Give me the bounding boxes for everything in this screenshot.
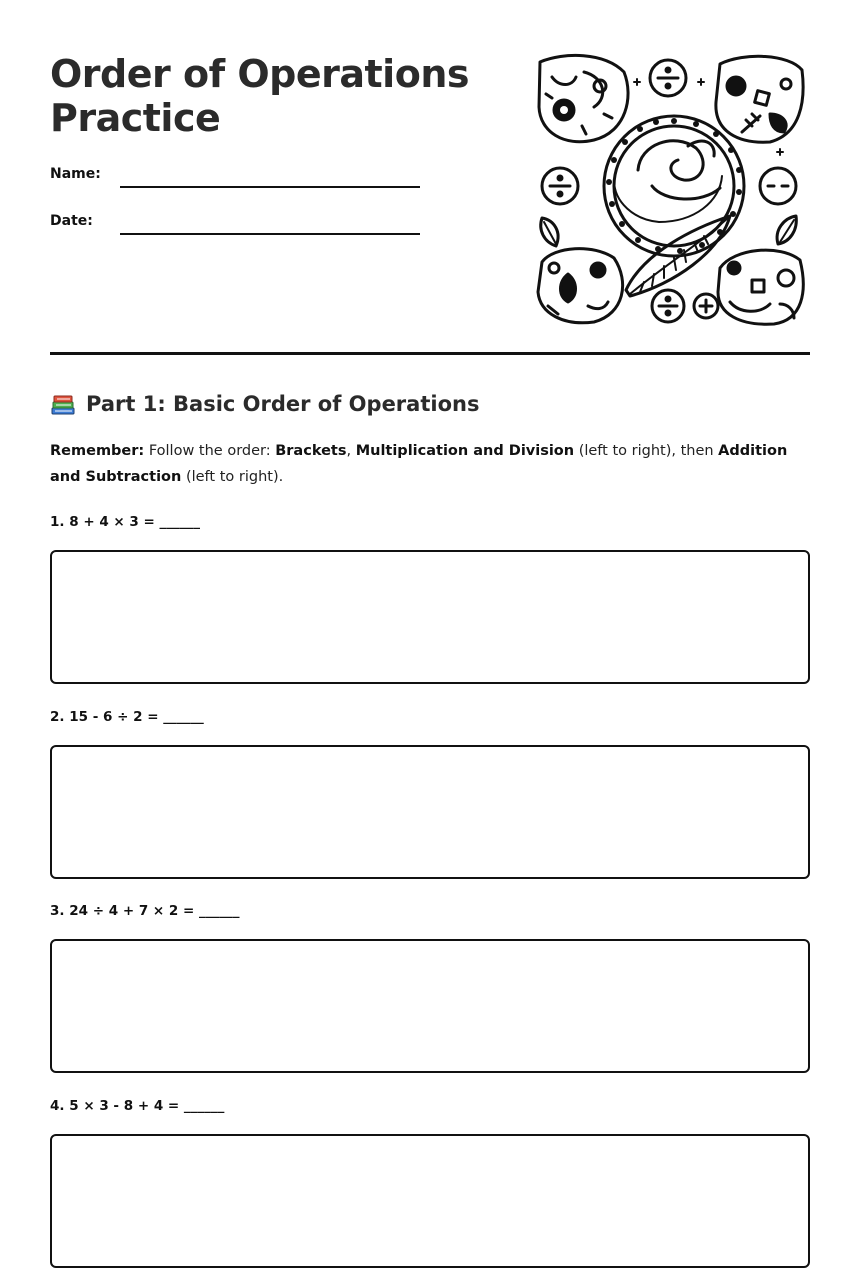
remember-text-3: (left to right), then [574, 443, 719, 459]
question-4 [50, 1096, 810, 1268]
books-icon [50, 391, 76, 417]
question-3 [50, 901, 810, 1073]
page-title [50, 52, 469, 140]
title-line-1: Order of Operations [50, 52, 469, 96]
name-line[interactable] [120, 186, 420, 188]
question-2 [50, 707, 810, 879]
question-text: 2. 15 - 6 ÷ 2 = ______ [50, 709, 204, 725]
question-text: 1. 8 + 4 × 3 = ______ [50, 514, 201, 530]
remember-text-1: Follow the order: [144, 443, 276, 459]
part-1-title: Part 1: Basic Order of Operations [86, 392, 480, 416]
date-label: Date: [50, 213, 93, 229]
worksheet-header [50, 0, 810, 355]
title-line-2: Practice [50, 96, 221, 140]
date-field-row [50, 211, 422, 235]
part-1-heading [50, 388, 479, 420]
name-label: Name: [50, 166, 101, 182]
date-line[interactable] [120, 233, 420, 235]
remember-brackets: Brackets [275, 443, 347, 459]
name-field-row [50, 164, 422, 188]
question-1 [50, 512, 810, 684]
question-text: 4. 5 × 3 - 8 + 4 = ______ [50, 1098, 225, 1114]
remember-text-2: , [346, 443, 356, 459]
answer-box[interactable] [50, 745, 810, 879]
remember-lead: Remember: [50, 443, 145, 459]
question-text: 3. 24 ÷ 4 + 7 × 2 = ______ [50, 903, 240, 919]
answer-box[interactable] [50, 1134, 810, 1268]
remember-text-4: (left to right). [181, 469, 284, 485]
mandala-illustration-icon [534, 52, 810, 328]
remember-note [50, 438, 810, 490]
answer-box[interactable] [50, 550, 810, 684]
remember-mult-div: Multiplication and Division [355, 443, 575, 459]
answer-box[interactable] [50, 939, 810, 1073]
worksheet-page [50, 0, 810, 1114]
remember-add-sub: Addition and Subtraction [50, 443, 788, 485]
